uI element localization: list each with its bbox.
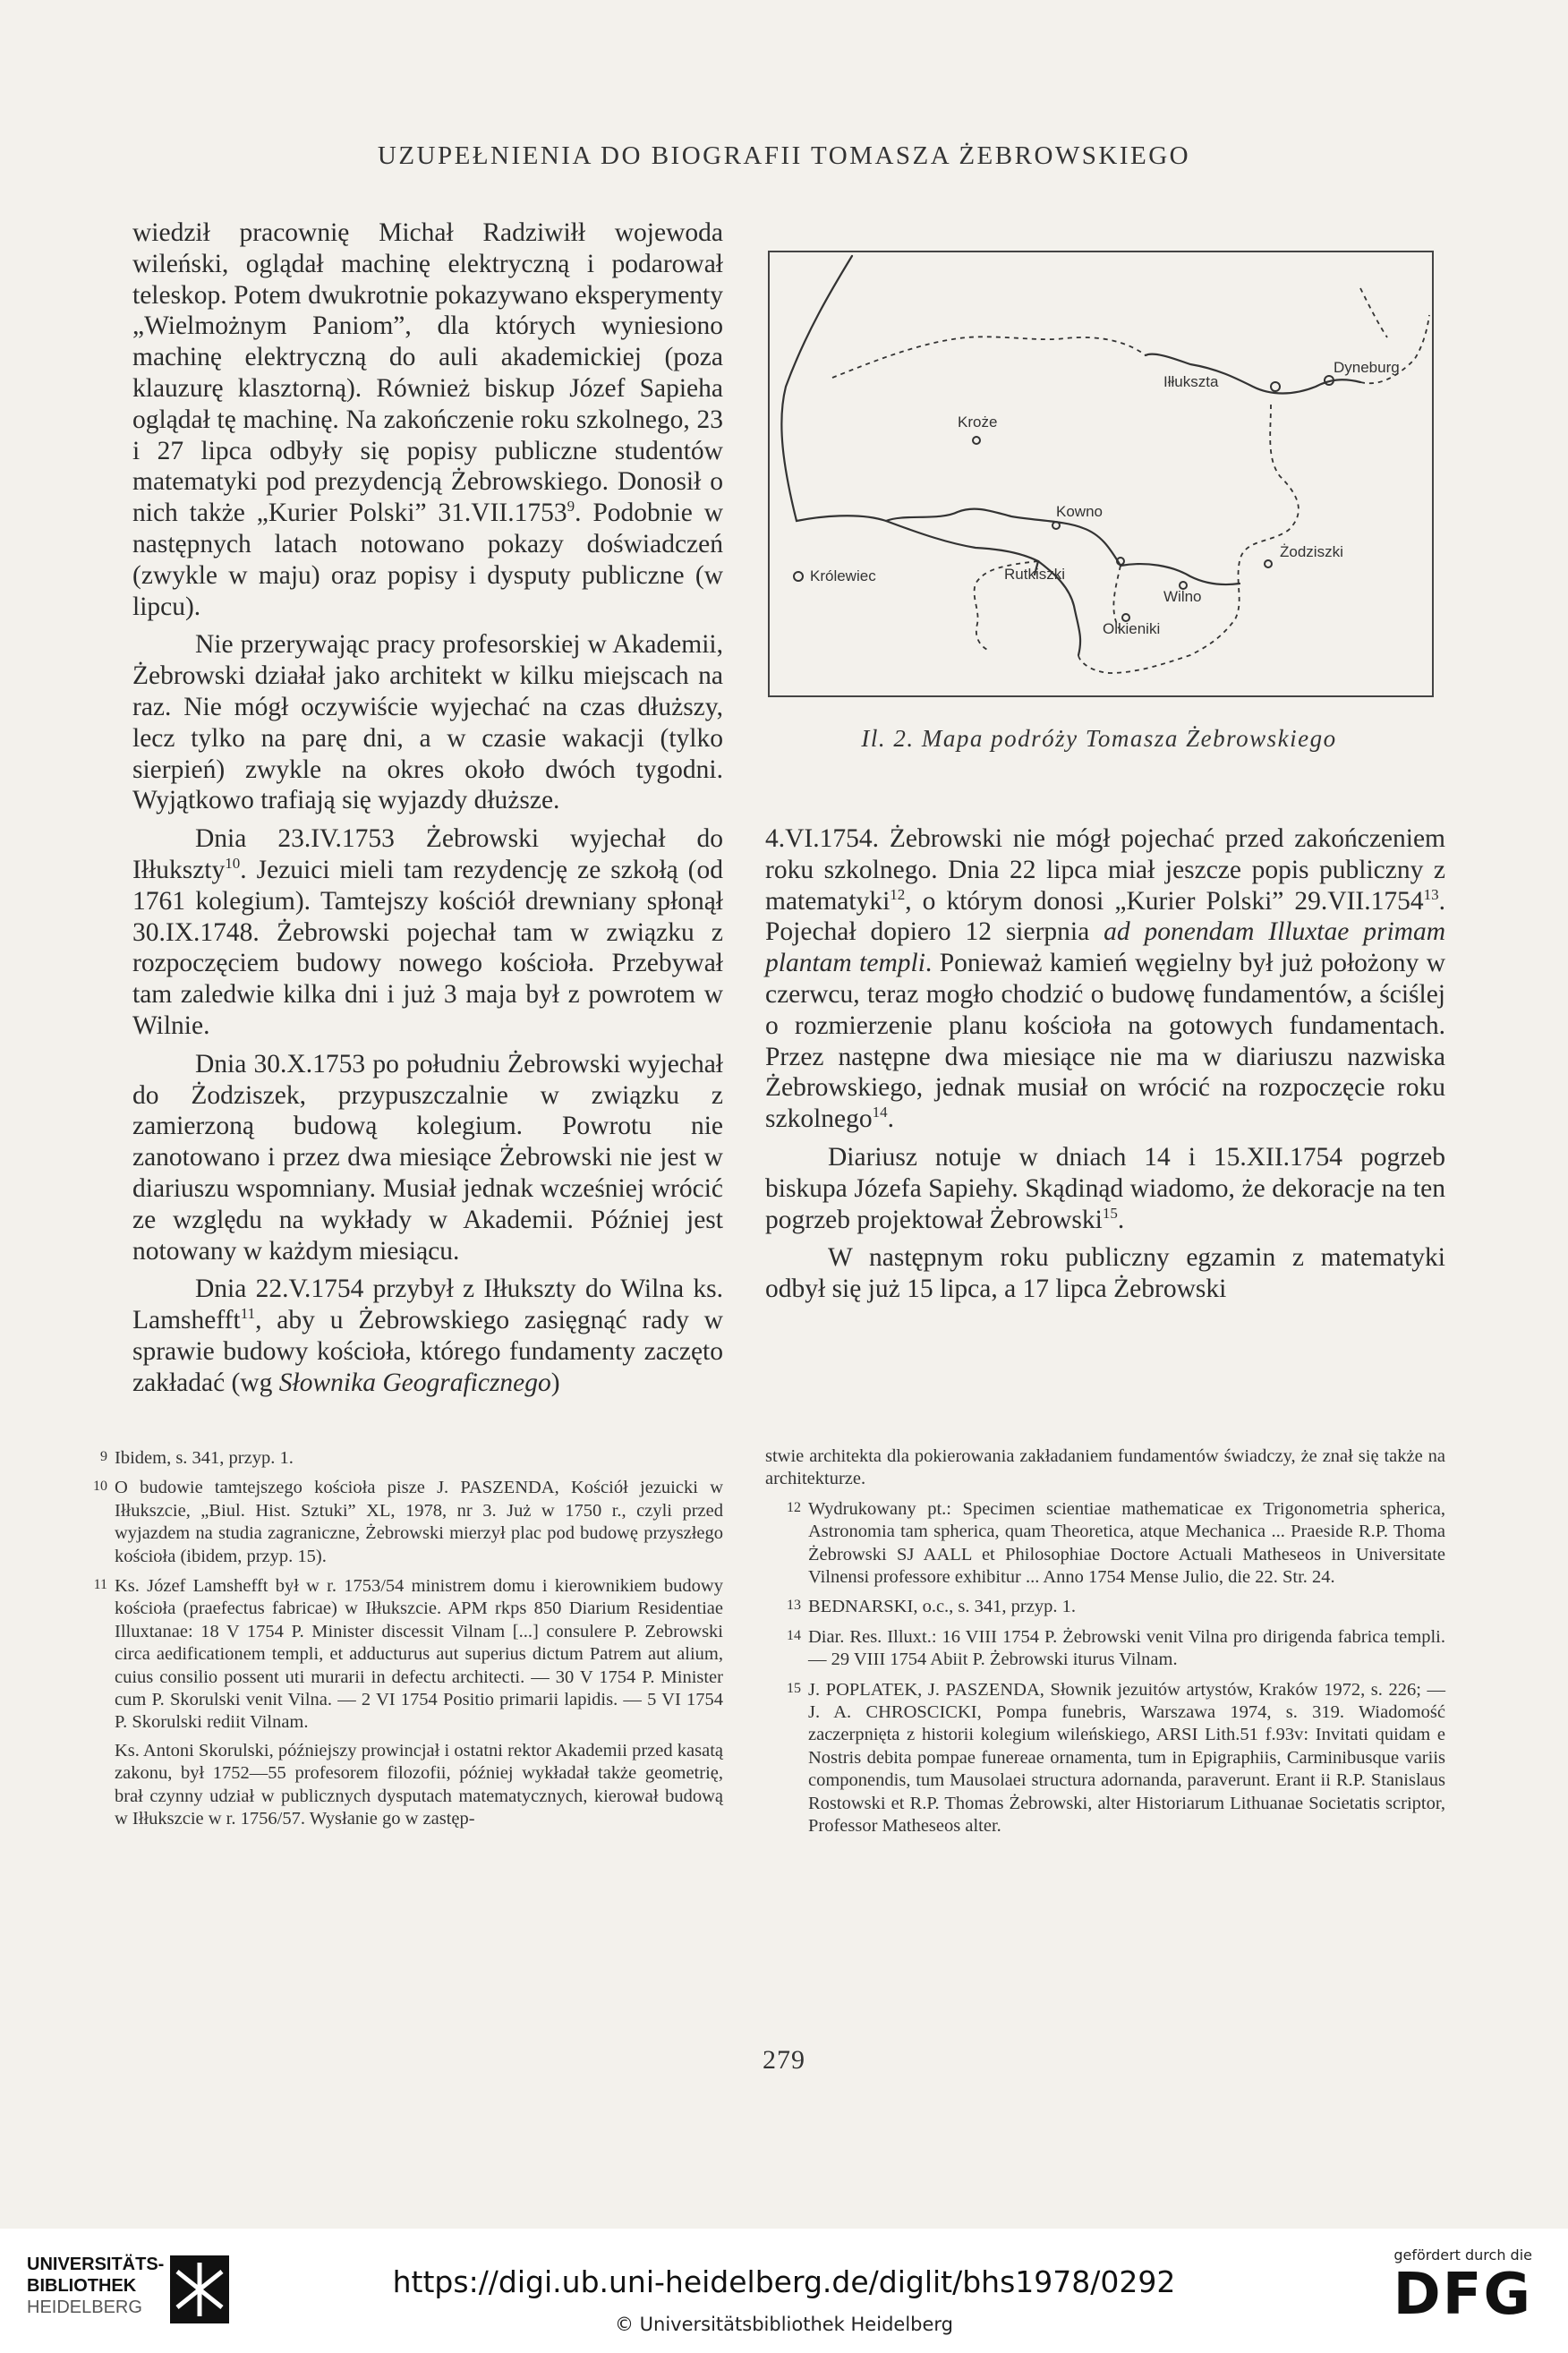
coastline	[781, 256, 1038, 575]
footnotes-right	[765, 1445, 1445, 1844]
city-marker	[973, 437, 980, 444]
paragraph	[132, 1274, 723, 1398]
paragraph-text: Dnia 23.IV.1753 Żebrowski wyjechał do Iłłukszty	[132, 824, 723, 884]
paragraph	[132, 823, 723, 1042]
paragraph-text: . Podobnie w następnych latach notowano pokazy doświadczeń (zwykle w maju) oraz popisy i dysputy publiczne (w lipcu).	[132, 499, 723, 621]
paragraph-text: Diariusz notuje w dniach 14 i 15.XII.1754 pogrzeb biskupa Józefa Sapiehy. Skądinąd wiadomo, że dekoracje na ten pogrzeb projektował Żebrowski	[765, 1142, 1445, 1234]
footnote-number: 15	[787, 1680, 801, 1696]
footnote-text: BEDNARSKI, o.c., s. 341, przyp. 1.	[808, 1597, 1076, 1617]
funding-note: gefördert durch die	[1393, 2246, 1532, 2263]
footnote-text: J. POPLATEK, J. PASZENDA, Słownik jezuitów artystów, Kraków 1972, s. 226; — J. A. CHROSCICKI, Pompa funebris, Warszawa 1974, s. 319. Wiadomość zaczerpnięta z historii kolegium wileńskiego, ARSI Lith.51 f.93v: Invitati quidam e Nostris debita pompae funereae ornamenta, tum in Epigraphiis, Carminibusque variis componendis, tum Mausolaei structura adornanda, paraverunt. Erant ii R.P. Stanislaus Rostowski et R.P. Thomas Żebrowski, alter Historiarum Lithuanae Societatis scriptor, Professor Matheseos alter.	[808, 1679, 1445, 1837]
footnote	[72, 1740, 723, 1831]
figure-caption: Il. 2. Mapa podróży Tomasza Żebrowskiego	[861, 725, 1337, 752]
running-head: UZUPEŁNIENIA DO BIOGRAFII TOMASZA ŻEBROWSKIEGO	[377, 141, 1191, 170]
footnote-text: Ibidem, s. 341, przyp. 1.	[115, 1448, 294, 1468]
dfg-wordmark: DFG	[1393, 2262, 1532, 2328]
footnote-ref[interactable]: 15	[1102, 1204, 1118, 1222]
footnote-text: Diar. Res. Illuxt.: 16 VIII 1754 P. Żebrowski venit Vilna pro dirigenda fabrica templi. — 29 VIII 1754 Abiit P. Żebrowski iturus Vilnam.	[808, 1626, 1445, 1670]
paragraph-text: .	[1117, 1205, 1125, 1234]
paragraph: Nie przerywając pracy profesorskiej w Akademii, Żebrowski działał jako architekt w kilku miejscach na raz. Nie mógł oczywiście wyjechać na czas dłuższy, lecz tylko na parę dni, a w czasie wakacji (tylko sierpień) zwykle na okres około dwóch tygodni. Wyjątkowo trafiają się wyjazdy dłuższe.	[132, 630, 723, 815]
border-line	[832, 337, 1146, 378]
dfg-logo[interactable]	[1371, 2246, 1532, 2336]
footnote-number: 12	[787, 1499, 801, 1515]
footnotes-left	[72, 1445, 723, 1837]
paragraph-text: )	[550, 1368, 560, 1397]
city-marker	[794, 572, 803, 581]
footnote-ref[interactable]: 12	[890, 885, 906, 903]
footnote-number: 10	[93, 1479, 107, 1495]
map-label-kroze: Kroże	[958, 413, 998, 431]
footnote-text: Ks. Józef Lamshefft był w r. 1753/54 ministrem domu i kierownikiem budowy kościoła (praefectus fabricae) w Iłłukszcie. APM rkps 850 Diarium Residentiae Illuxtanae: 18 V 1754 P. Minister discessit Vilnam [...] consulere P. Zebrowski circa aedificationem templi, et adducturus aut superius dictum Patrem aut alium, cuius consilio possent uti murarii in defectu architecti. — 30 V 1754 P. Minister cum P. Skorulski venit Vilna. — 2 VI 1754 Positio primarii lapidis. — 5 VI 1754 P. Skorulski rediit Vilnam.	[115, 1576, 723, 1733]
footnote-ref[interactable]: 9	[567, 498, 575, 516]
city-marker	[1271, 382, 1280, 391]
italic-quote: ad ponendam Illuxtae primam plantam templi	[765, 917, 1446, 978]
paragraph-text: Dnia 22.V.1754 przybył z Iłłukszty do Wilna ks. Lamshefft	[132, 1275, 723, 1335]
paragraph	[132, 217, 723, 622]
footnote-ref[interactable]: 13	[1423, 885, 1439, 903]
paragraph-text: 4.VI.1754. Żebrowski nie mógł pojechać przed zakończeniem roku szkolnego. Dnia 22 lipca miał jeszcze popis publiczny z matematyki	[765, 824, 1445, 916]
footnote	[765, 1594, 1445, 1618]
river-line	[1121, 564, 1240, 584]
paragraph-text: wiedził pracownię Michał Radziwiłł wojewoda wileński, oglądał machinę elektryczną i podarował teleskop. Potem dwukrotnie pokazywano eksperymenty „Wielmożnym Paniom”, dla których wyniesiono machinę elektryczną do auli akademickiej (poza klauzurę klasztorną). Również biskup Józef Sapieha oglądał tę machinę. Na zakończenie roku szkolnego, 23 i 27 lipca odbyły się popisy publiczne studentów matematyki pod prezydencją Żebrowskiego. Donosił o nich także „Kurier Polski” 31.VII.1753	[132, 218, 723, 528]
footnote-ref[interactable]: 14	[872, 1104, 888, 1121]
copyright-notice: © Universitätsbibliothek Heidelberg	[614, 2314, 953, 2335]
map-label-olkieniki: Olkieniki	[1103, 620, 1161, 637]
footnote	[72, 1573, 723, 1735]
footnote-ref[interactable]: 10	[225, 855, 241, 873]
footnote-continuation	[765, 1445, 1445, 1491]
right-text-column	[765, 823, 1445, 1305]
paragraph	[765, 1142, 1445, 1235]
footnote-text: stwie architekta dla pokierowania zakładaniem fundamentów świadczy, że znał się także na architekturze.	[765, 1446, 1445, 1489]
paragraph-text: . Pojechał dopiero 12 sierpnia	[765, 886, 1445, 947]
paragraph: Dnia 30.X.1753 po południu Żebrowski wyjechał do Żodziszek, przypuszczalnie w związku z zamierzoną budową kolegium. Powrotu nie zanotowano i przez dwa miesiące Żebrowski nie jest w diariuszu wspomniany. Musiał jednak wcześniej wrócić ze względu na wykłady w Akademii. Później jest notowany w każdym miesiącu.	[132, 1049, 723, 1266]
footnote	[765, 1496, 1445, 1590]
footnote	[765, 1677, 1445, 1838]
footnote	[72, 1445, 723, 1470]
map-label-dyneburg: Dyneburg	[1334, 359, 1400, 376]
footnote-text: Wydrukowany pt.: Specimen scientiae mathematicae ex Trigonometria spherica, Astronomia tam spherica, quam Theoretica, atque Mechanica ... Praeside R.P. Thoma Żebrowski SJ AALL et Philosophiae Doctore Actuali Matheseos in Universitate Vilnensi professore exhibitur ... Anno 1754 Mense Julio, die 22. Str. 24.	[808, 1498, 1445, 1588]
map-label-rutkiszki: Rutkiszki	[1004, 566, 1066, 583]
footnote-number: 13	[787, 1598, 801, 1614]
paragraph	[765, 823, 1445, 1135]
map-label-wilno: Wilno	[1163, 588, 1202, 605]
paragraph-text: . Jezuici mieli tam rezydencję ze szkołą (od 1761 kolegium). Tamtejszy kościół drewniany spłonął 30.IX.1748. Żebrowski pojechał tam w związku z rozpoczęciem budowy nowego kościoła. Przebywał tam zaledwie kilka dni i już 3 maja był z powrotem w Wilnie.	[132, 855, 723, 1040]
library-name-line: HEIDELBERG	[27, 2298, 142, 2317]
map-label-kowno: Kowno	[1056, 503, 1103, 520]
border-line	[1360, 288, 1387, 337]
footnote-ref[interactable]: 11	[240, 1305, 256, 1323]
map-label-krolewiec: Królewiec	[810, 567, 876, 584]
footnote-number: 11	[93, 1577, 107, 1593]
footnote-text: Ks. Antoni Skorulski, późniejszy prowincjał i ostatni rektor Akademii przed kasatą zakonu, był 1752—55 profesorem filozofii, później wykładał także geometrię, brał czynny udział w publicznych dysputach matematycznych, kierował budową w Iłłukszcie w r. 1756/57. Wysłanie go w zastęp-	[115, 1740, 723, 1829]
library-name-line: UNIVERSITÄTS-	[27, 2255, 165, 2274]
paragraph-text: , aby u Żebrowskiego zasięgnąć rady w sprawie budowy kościoła, którego fundamenty zaczęto zakładać (wg	[132, 1306, 723, 1397]
footnote	[765, 1624, 1445, 1672]
paragraph-text: .	[887, 1104, 894, 1134]
page-number: 279	[763, 2045, 805, 2075]
paragraph: W następnym roku publiczny egzamin z matematyki odbył się już 15 lipca, a 17 lipca Żebrowski	[765, 1243, 1445, 1304]
footnote-number: 14	[787, 1627, 801, 1643]
footnote-number: 9	[100, 1449, 107, 1464]
map-label-zodziszki: Żodziszki	[1280, 543, 1343, 560]
library-name-line: BIBLIOTHEK	[27, 2276, 137, 2296]
map-label-illukszta: Iłłukszta	[1163, 373, 1219, 390]
footnote	[72, 1475, 723, 1568]
paragraph-text: , o którym donosi „Kurier Polski” 29.VII.1754	[905, 886, 1424, 916]
border-line	[1113, 566, 1121, 628]
left-text-column	[132, 217, 723, 1398]
city-marker	[1265, 560, 1272, 567]
travel-map	[768, 251, 1434, 697]
italic-title: Słownika Geograficznego	[278, 1368, 551, 1397]
map-drawing	[770, 252, 1432, 695]
viewer-footer	[0, 2229, 1568, 2353]
permalink-url[interactable]: https://digi.ub.uni-heidelberg.de/diglit/bhs1978/0292	[392, 2264, 1176, 2299]
paragraph-text: . Ponieważ kamień węgielny był już położony w czerwcu, teraz mogło chodzić o budowę fundamentów, a ściślej o rozmierzenie planu kościoła na gotowych fundamentach. Przez następne dwa miesiące nie ma w diariuszu nazwiska Żebrowskiego, jednak musiał on wrócić na rozpoczęcie roku szkolnego	[765, 949, 1445, 1134]
footnote-text: O budowie tamtejszego kościoła pisze J. PASZENDA, Kościół jezuicki w Iłłukszcie, „Biul. Hist. Sztuki” XL, 1978, nr 3. Już w 1750 r., czyli przed wyjazdem na studia zagraniczne, Żebrowski mierzył plac pod budowę przyszłego kościoła (ibidem, przyp. 15).	[115, 1478, 723, 1566]
